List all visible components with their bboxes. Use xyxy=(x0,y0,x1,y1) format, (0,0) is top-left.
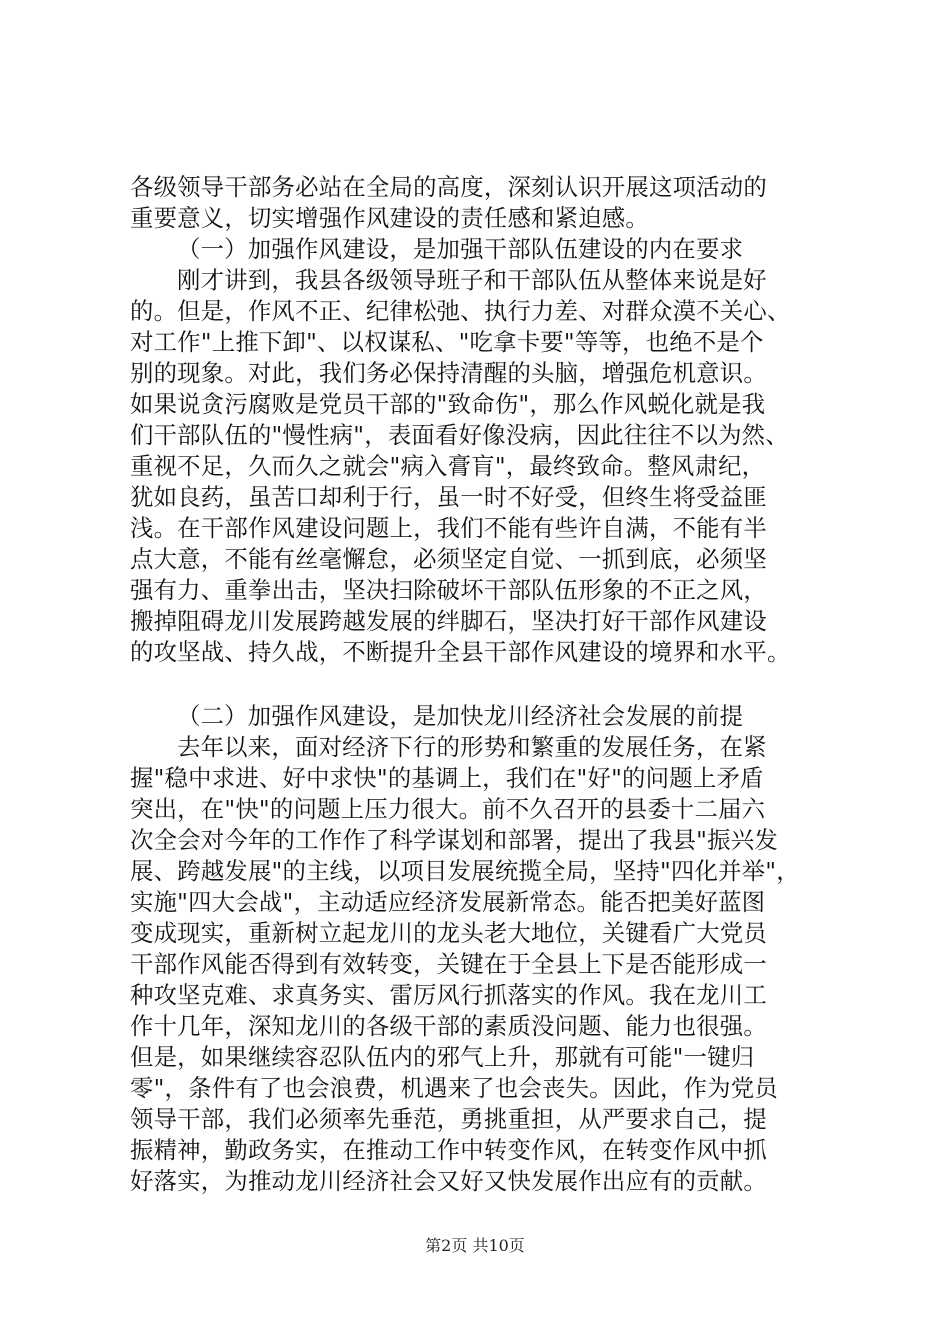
text-line: 犹如良药，虽苦口却利于行，虽一时不好受，但终生将受益匪 xyxy=(130,483,767,511)
text-line: 重要意义，切实增强作风建设的责任感和紧迫感。 xyxy=(130,204,649,232)
text-line: 但是，如果继续容忍队伍内的邪气上升，那就有可能"一键归 xyxy=(130,1043,755,1071)
text-line: 如果说贪污腐败是党员干部的"致命伤"，那么作风蜕化就是我 xyxy=(130,390,766,418)
text-line: 强有力、重拳出击，坚决扫除破坏干部队伍形象的不正之风， xyxy=(130,576,767,604)
paragraph-spacer xyxy=(130,668,826,701)
text-line: 去年以来，面对经济下行的形势和繁重的发展任务，在紧 xyxy=(177,733,767,761)
text-line: 种攻坚克难、求真务实、雷厉风行抓落实的作风。我在龙川工 xyxy=(130,981,767,1009)
text-line: 零"，条件有了也会浪费，机遇来了也会丧失。因此，作为党员 xyxy=(130,1074,778,1102)
text-line: 握"稳中求进、好中求快"的基调上，我们在"好"的问题上矛盾 xyxy=(130,764,764,792)
text-line: 的。但是，作风不正、纪律松弛、执行力差、对群众漠不关心、 xyxy=(130,297,791,325)
text-line: 们干部队伍的"慢性病"，表面看好像没病，因此往往不以为然、 xyxy=(130,421,789,449)
document-body xyxy=(130,172,826,1197)
text-line: 各级领导干部务必站在全局的高度，深刻认识开展这项活动的 xyxy=(130,173,767,201)
text-line: 点大意，不能有丝毫懈怠，必须坚定自觉、一抓到底，必须坚 xyxy=(130,545,767,573)
text-line: 领导干部，我们必须率先垂范，勇挑重担，从严要求自己，提 xyxy=(130,1105,767,1133)
text-line: 好落实，为推动龙川经济社会又好又快发展作出应有的贡献。 xyxy=(130,1167,767,1195)
page-number: 第2页 共10页 xyxy=(425,1236,525,1255)
text-line: 次全会对今年的工作作了科学谋划和部署，提出了我县"振兴发 xyxy=(130,826,778,854)
text-line: 干部作风能否得到有效转变，关键在于全县上下是否能形成一 xyxy=(130,950,767,978)
text-line: 刚才讲到，我县各级领导班子和干部队伍从整体来说是好 xyxy=(177,266,767,294)
text-line: 别的现象。对此，我们务必保持清醒的头脑，增强危机意识。 xyxy=(130,359,767,387)
text-line: 振精神，勤政务实，在推动工作中转变作风，在转变作风中抓 xyxy=(130,1136,767,1164)
text-line: 对工作"上推下卸"、以权谋私、"吃拿卡要"等等，也绝不是个 xyxy=(130,328,764,356)
text-line: 突出，在"快"的问题上压力很大。前不久召开的县委十二届六 xyxy=(130,795,766,823)
text-line: 作十几年，深知龙川的各级干部的素质没问题、能力也很强。 xyxy=(130,1012,767,1040)
section-heading-1: （一）加强作风建设，是加强干部队伍建设的内在要求 xyxy=(177,235,744,263)
text-line: 搬掉阻碍龙川发展跨越发展的绊脚石，坚决打好干部作风建设 xyxy=(130,607,767,635)
text-line: 展、跨越发展"的主线，以项目发展统揽全局，坚持"四化并举"， xyxy=(130,857,800,885)
text-line: 变成现实，重新树立起龙川的龙头老大地位，关键看广大党员 xyxy=(130,919,767,947)
text-line: 浅。在干部作风建设问题上，我们不能有些许自满，不能有半 xyxy=(130,514,767,542)
text-line: 重视不足，久而久之就会"病入膏肓"，最终致命。整风肃纪， xyxy=(130,452,766,480)
text-line: 的攻坚战、持久战，不断提升全县干部作风建设的境界和水平。 xyxy=(130,638,791,666)
section-heading-2: （二）加强作风建设，是加快龙川经济社会发展的前提 xyxy=(177,702,744,730)
text-line: 实施"四大会战"，主动适应经济发展新常态。能否把美好蓝图 xyxy=(130,888,766,916)
